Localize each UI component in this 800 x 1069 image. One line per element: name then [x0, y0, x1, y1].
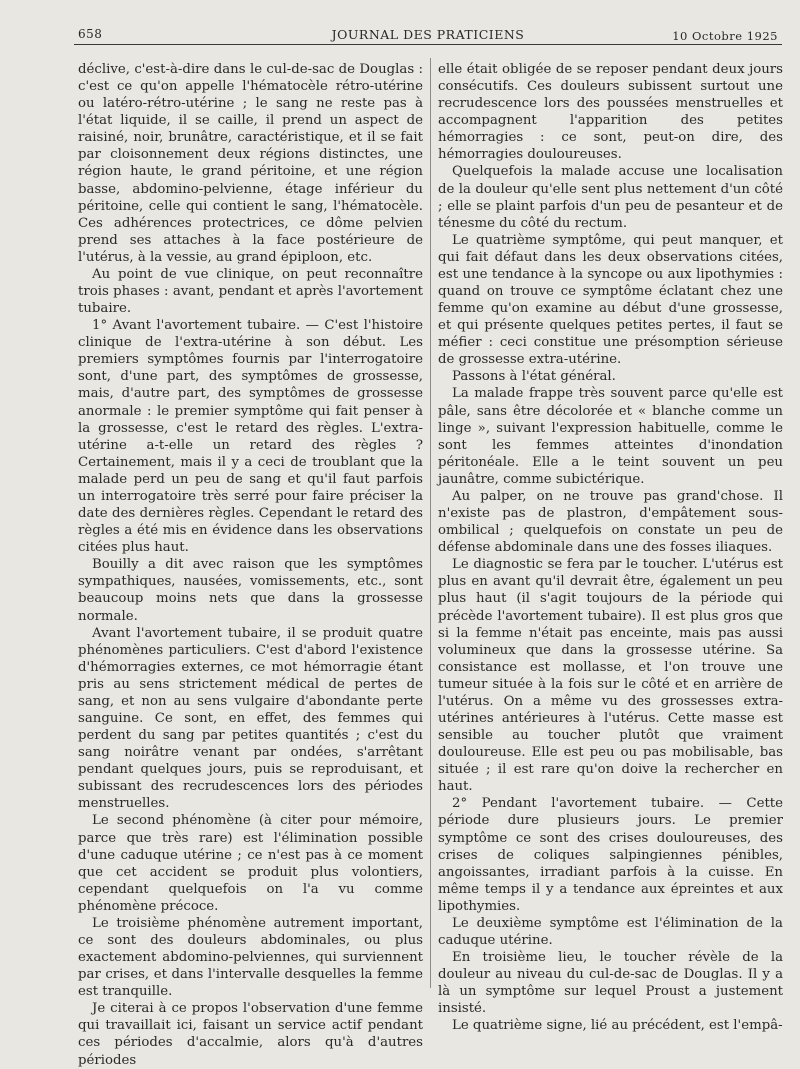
paragraph: Le quatrième signe, lié au précédent, est l'empâ-	[452, 1018, 783, 1034]
paragraph: Quelquefois la malade accuse une localisation de la douleur qu'elle sent plus nettement d'un côté ; elle se plaint parfois d'un peu de pesanteur et de ténesme du côté du rectum.	[438, 164, 783, 231]
paragraph: La malade frappe très souvent parce qu'elle est pâle, sans être décolorée et « blanche comme un linge », suivant l'expression habituelle, comme le sont les femmes atteintes d'inondation péritonéale. Elle a le teint souvent un peu jaunâtre, comme subictérique.	[438, 386, 783, 487]
paragraph: Le deuxième symptôme est l'élimination de la caduque utérine.	[438, 915, 783, 948]
paragraph: Bouilly a dit avec raison que les symptômes sympathiques, nausées, vomissements, etc., sont beaucoup moins nets que dans la grossesse normale.	[78, 557, 423, 624]
issue-date: 10 Octobre 1925	[672, 29, 778, 43]
paragraph: Au point de vue clinique, on peut reconnaître trois phases : avant, pendant et après l'avortement tubaire.	[78, 266, 423, 317]
paragraph: Le second phénomène (à citer pour mémoire, parce que très rare) est l'élimination possible d'une caduque utérine ; ce n'est pas à ce moment que cet accident se produit plus volontiers, cependant quelquefois on l'a vu comme phénomène précoce.	[78, 813, 423, 914]
paragraph: Le diagnostic se fera par le toucher. L'utérus est plus en avant qu'il devrait être, également un peu plus haut (il s'agit toujours de la période qui précède l'avortement tubaire). Il est plus gros que si la femme n'était pas enceinte, mais pas aussi volumineux que dans la grossesse utérine. Sa consistance est mollasse, et l'on trouve une tumeur située à la fois sur le côté et en arrière de l'utérus. On a même vu des grossesses extra-utérines antérieures à l'utérus. Cette masse est sensible au toucher plutôt que vraiment douloureuse. Elle est peu ou pas mobilisable, bas située ; il est rare qu'on doive la rechercher en haut.	[438, 557, 783, 795]
paragraph: Je citerai à ce propos l'observation d'une femme qui travaillait ici, faisant un service actif pendant ces périodes d'accalmie, alors qu'à d'autres périodes	[78, 1001, 423, 1068]
paragraph: 2° Pendant l'avortement tubaire. — Cette période dure plusieurs jours. Le premier symptôme ce sont des crises douloureuses, des crises de coliques salpingiennes pénibles, angoissantes, irradiant parfois à la cuisse. En même temps il y a tendance aux épreintes et aux lipothymies.	[438, 796, 783, 914]
paragraph: 1° Avant l'avortement tubaire. — C'est l'histoire clinique de l'extra-utérine à son début. Les premiers symptômes fournis par l'interrogatoire sont, d'une part, des symptômes de grossesse, mais, d'autre part, des symptômes de grossesse anormale : le premier symptôme qui fait penser à la grossesse, c'est le retard des règles. L'extra-utérine a-t-elle un retard des règles ? Certainement, mais il y a ceci de troublant que la malade perd un peu de sang et qu'il faut parfois un interrogatoire très serré pour faire préciser la date des dernières règles. Cependant le retard des règles a été mis en évidence dans les observations citées plus haut.	[78, 318, 423, 556]
page-number: 658	[78, 27, 103, 41]
header-rule	[74, 44, 782, 45]
left-column	[78, 61, 423, 1069]
paragraph: déclive, c'est-à-dire dans le cul-de-sac de Douglas : c'est ce qu'on appelle l'hématocèle rétro-utérine ou latéro-rétro-utérine ; le sang ne reste pas à l'état liquide, il se caille, il prend un aspect de raisiné, noir, brunâtre, caractéristique, et il se fait par cloisonnement deux régions distinctes, une région haute, le grand péritoine, et une région basse, abdomino-pelvienne, étage inférieur du péritoine, celle qui contient le sang, l'hématocèle. Ces adhérences protectrices, ce dôme pelvien prend ses attaches à la face postérieure de l'utérus, à la vessie, au grand épiploon, etc.	[78, 62, 423, 265]
paragraph: Le quatrième symptôme, qui peut manquer, et qui fait défaut dans les deux observations citées, est une tendance à la syncope ou aux lipothymies : quand on trouve ce symptôme éclatant chez une femme qu'on examine au début d'une grossesse, et qui présente quelques petites pertes, il faut se méfier : ceci constitue une présomption sérieuse de grossesse extra-utérine.	[438, 232, 783, 368]
paragraph: Avant l'avortement tubaire, il se produit quatre phénomènes particuliers. C'est d'abord l'existence d'hémorragies externes, ce mot hémorragie étant pris au sens strictement médical de pertes de sang, et non au sens vulgaire d'abondante perte sanguine. Ce sont, en effet, des femmes qui perdent du sang par petites quantités ; c'est du sang noirâtre venant par ondées, s'arrêtant pendant quelques jours, puis se reproduisant, et subissant des recrudescences lors des périodes menstruelles.	[78, 625, 423, 812]
running-header	[78, 25, 778, 45]
column-divider	[430, 58, 431, 988]
paragraph: Le troisième phénomène autrement important, ce sont des douleurs abdominales, ou plus exactement abdomino-pelviennes, qui surviennent par crises, et dans l'intervalle desquelles la femme est tranquille.	[78, 915, 423, 1000]
paragraph: Au palper, on ne trouve pas grand'chose. Il n'existe pas de plastron, d'empâtement sous-ombilical ; quelquefois on constate un peu de défense abdominale dans une des fosses iliaques.	[438, 488, 783, 556]
paragraph: elle était obligée de se reposer pendant deux jours consécutifs. Ces douleurs subissent surtout une recrudescence lors des poussées menstruelles et accompagnent l'apparition des petites hémorragies : ce sont, peut-on dire, des hémorragies douloureuses.	[438, 62, 783, 163]
journal-title: JOURNAL DES PRATICIENS	[331, 27, 525, 42]
paragraph: En troisième lieu, le toucher révèle de la douleur au niveau du cul-de-sac de Douglas. Il y a là un symptôme sur lequel Proust a justement insisté.	[438, 950, 783, 1017]
right-column	[438, 61, 783, 1034]
paragraph: Passons à l'état général.	[452, 369, 616, 385]
